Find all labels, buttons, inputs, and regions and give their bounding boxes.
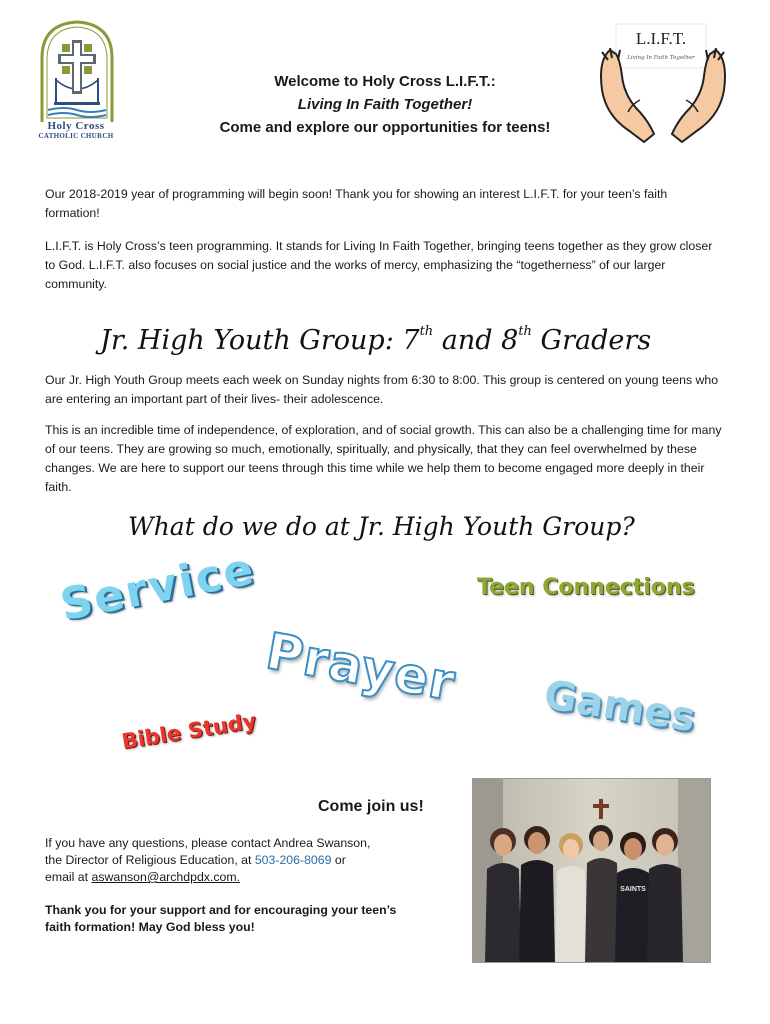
contact-info: [45, 835, 445, 886]
activity-service: Service: [56, 543, 260, 631]
group-photo: [472, 778, 711, 963]
thanks-message: Thank you for your support and for encouraging your teen’s faith formation! May God bless you!: [45, 903, 397, 934]
intro-paragraph-2: L.I.F.T. is Holy Cross’s teen programming. It stands for Living In Faith Together, bringing teens together as they grow closer to God. L.I.F.T. also focuses on social justice and the works of mercy, emphasizing the “togetherness” of our larger community.: [45, 239, 713, 291]
email-link[interactable]: aswanson@archdpdx.com.: [91, 870, 240, 884]
contact-line-3-prefix: email at: [45, 870, 92, 884]
contact-line-2-suffix: or: [331, 853, 346, 867]
contact-line-1: If you have any questions, please contact Andrea Swanson,: [45, 836, 371, 850]
church-name: [36, 120, 116, 140]
shirt-text: SAINTS: [620, 886, 646, 893]
jr-high-paragraph-2: This is an incredible time of independence, of exploration, and of social growth. This can also be a challenging time for many of our teens. They are growing so much, emotionally, spiritually, and physically, that they can feel overwhelmed by these changes. We are here to support our teens through this time while we help them to become engaged more deeply in their faith.: [45, 423, 722, 494]
jr-high-heading-part1: Jr. High Youth Group: 7: [100, 325, 420, 356]
intro-paragraph-1: Our 2018-2019 year of programming will begin soon! Thank you for showing an interest L.I.F.T. for your teen’s faith formation!: [45, 187, 668, 220]
activity-games: Games: [540, 672, 699, 742]
praying-hands-icon: [588, 20, 738, 150]
header-tagline: Living In Faith Together!: [297, 96, 473, 113]
lift-logo: [588, 20, 738, 150]
jr-high-heading: [100, 324, 651, 356]
what-we-do-heading: What do we do at Jr. High Youth Group?: [128, 512, 635, 541]
page-header: [150, 70, 620, 139]
contact-line-3: [45, 869, 445, 886]
church-name-line2: CATHOLIC CHURCH: [38, 132, 114, 140]
activity-prayer: Prayer: [261, 622, 460, 713]
header-welcome: Welcome to Holy Cross L.I.F.T.:: [274, 73, 496, 90]
youth-group-photo-image: [473, 779, 710, 962]
lift-logo-title: L.I.F.T.: [635, 29, 687, 48]
church-name-line1: Holy Cross: [47, 120, 105, 132]
jr-high-heading-sup1: th: [419, 324, 434, 339]
church-shield-icon: [34, 18, 120, 122]
phone-link[interactable]: 503-206-8069: [254, 853, 332, 867]
jr-high-heading-sup2: th: [518, 324, 532, 339]
contact-line-2-prefix: the Director of Religious Education, at: [45, 853, 255, 867]
join-heading: Come join us!: [318, 798, 424, 815]
lift-logo-tagline: Living In Faith Together: [627, 55, 695, 61]
activity-teen-connections: Teen Connections: [477, 575, 695, 600]
jr-high-heading-part3: Graders: [531, 325, 652, 356]
jr-high-heading-part2: and 8: [433, 325, 519, 356]
contact-line-2: [45, 852, 445, 869]
jr-high-paragraph-1: Our Jr. High Youth Group meets each week on Sunday nights from 6:30 to 8:00. This group is centered on young teens who are entering an important part of their lives- their adolescence.: [45, 373, 719, 406]
header-invite: Come and explore our opportunities for teens!: [219, 119, 551, 136]
activity-bible-study: Bible Study: [120, 708, 258, 754]
